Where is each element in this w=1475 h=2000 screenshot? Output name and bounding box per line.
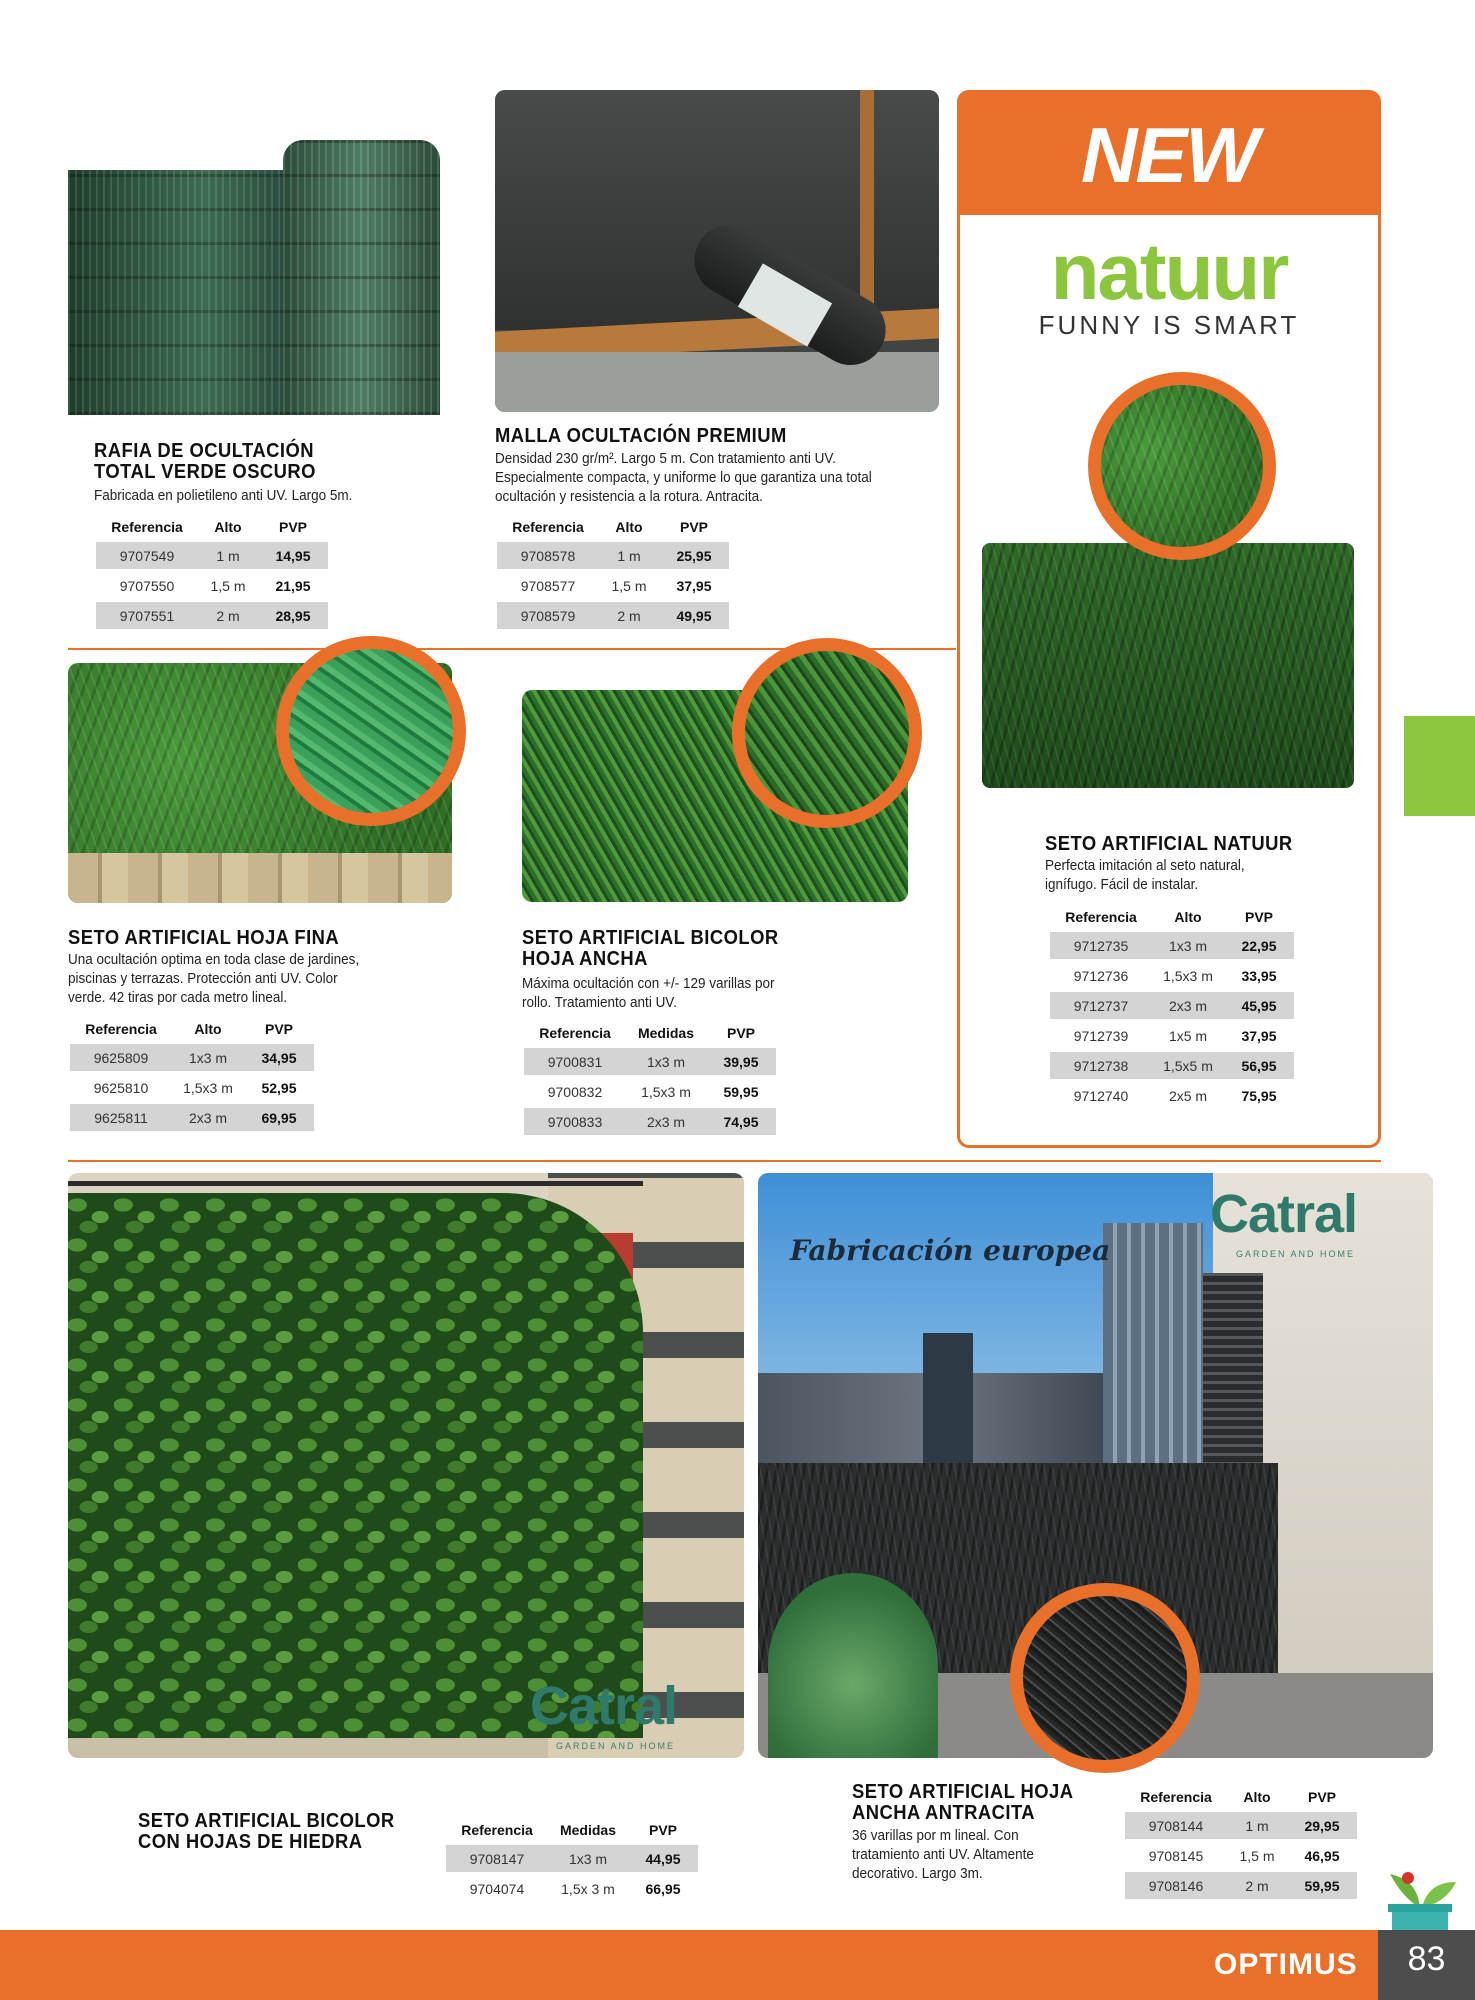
malla-desc: Densidad 230 gr/m². Largo 5 m. Con tratamiento anti UV. Especialmente compacta, y uniforme lo que garantiza una total ocultación y resistencia a la rotura. Antracita.	[495, 450, 872, 505]
table-row: 9700832 1,5x3 m 59,95	[547, 1083, 759, 1100]
col-referencia: Referencia	[111, 519, 183, 535]
divider-middle	[68, 1160, 1381, 1162]
table-row: 9700833 2x3 m 74,95	[524, 1108, 776, 1135]
col-referencia: Referencia	[1140, 1789, 1212, 1805]
rafia-desc: Fabricada en polietileno anti UV. Largo 5m.	[94, 487, 353, 504]
natuur-tagline: FUNNY IS SMART	[1038, 310, 1300, 340]
col-pvp: PVP	[679, 519, 708, 535]
col-referencia: Referencia	[539, 1025, 611, 1041]
bicolor-price-table	[524, 1018, 776, 1138]
table-row: 9712736 1,5x3 m 33,95	[1073, 967, 1277, 984]
rafia-title: RAFIA DE OCULTACIÓN TOTAL VERDE OSCURO	[94, 440, 316, 483]
hiedra-photo	[68, 1173, 744, 1758]
table-row: 9712738 1,5x5 m 56,95	[1050, 1052, 1294, 1079]
antracita-closeup-circle	[1010, 1583, 1200, 1773]
natuur-desc: Perfecta imitación al seto natural, ignífugo. Fácil de instalar.	[1045, 857, 1245, 893]
table-row: 9708146 2 m 59,95	[1125, 1872, 1357, 1899]
malla-title: MALLA OCULTACIÓN PREMIUM	[495, 425, 787, 447]
hojafina-title: SETO ARTIFICIAL HOJA FINA	[68, 927, 340, 949]
table-row: 9707550 1,5 m 21,95	[119, 577, 311, 594]
table-row: 9712737 2x3 m 45,95	[1050, 992, 1294, 1019]
col-pvp: PVP	[726, 1025, 755, 1041]
bicolor-title: SETO ARTIFICIAL BICOLOR HOJA ANCHA	[522, 927, 779, 970]
table-row: 9708147 1x3 m 44,95	[446, 1845, 698, 1872]
page-number: 83	[1407, 1940, 1446, 1978]
antracita-price-table	[1125, 1782, 1357, 1902]
hiedra-catral-sub: GARDEN AND HOME	[556, 1741, 676, 1751]
table-row: 9704074 1,5x 3 m 66,95	[469, 1880, 681, 1897]
antracita-banner: Fabricación europea	[790, 1234, 1111, 1267]
hojafina-desc: Una ocultación optima en toda clase de jardines, piscinas y terrazas. Protección anti UV. Color verde. 42 tiras por cada metro lineal.	[68, 951, 360, 1006]
antracita-catral-sub: GARDEN AND HOME	[1236, 1249, 1356, 1259]
table-row: 9712735 1x3 m 22,95	[1050, 932, 1294, 959]
antracita-catral-logo: Catral	[1210, 1184, 1358, 1244]
natuur-closeup-circle	[1088, 372, 1276, 560]
footer-brand: OPTIMUS	[1214, 1948, 1358, 1981]
table-row: 9625810 1,5x3 m 52,95	[93, 1079, 297, 1096]
antracita-title: SETO ARTIFICIAL HOJA ANCHA ANTRACITA	[852, 1781, 1073, 1824]
hiedra-catral-logo: Catral	[530, 1676, 678, 1736]
hojafina-price-table	[70, 1014, 314, 1134]
hiedra-title: SETO ARTIFICIAL BICOLOR CON HOJAS DE HIEDRA	[138, 1810, 395, 1853]
table-row: 9708578 1 m 25,95	[497, 542, 729, 569]
col-pvp: PVP	[264, 1021, 293, 1037]
col-alto: Alto	[214, 519, 242, 535]
table-row: 9625811 2x3 m 69,95	[70, 1104, 314, 1131]
col-alto: Alto	[194, 1021, 222, 1037]
col-medidas: Medidas	[559, 1822, 616, 1838]
hojafina-closeup-circle	[276, 636, 466, 826]
bicolor-desc: Máxima ocultación con +/- 129 varillas por rollo. Tratamiento anti UV.	[522, 975, 775, 1011]
natuur-photo	[982, 543, 1354, 788]
col-alto: Alto	[1174, 909, 1202, 925]
table-row: 9708577 1,5 m 37,95	[520, 577, 712, 594]
rafia-photo	[68, 140, 440, 415]
col-referencia: Referencia	[461, 1822, 533, 1838]
table-row: 9712740 2x5 m 75,95	[1073, 1087, 1277, 1104]
col-pvp: PVP	[1307, 1789, 1336, 1805]
col-pvp: PVP	[278, 519, 307, 535]
antracita-desc: 36 varillas por m lineal. Con tratamiento anti UV. Altamente decorativo. Largo 3m.	[852, 1827, 1034, 1882]
table-row: 9625809 1x3 m 34,95	[70, 1044, 314, 1071]
col-referencia: Referencia	[85, 1021, 157, 1037]
table-row: 9708145 1,5 m 46,95	[1148, 1847, 1340, 1864]
col-alto: Alto	[1243, 1789, 1271, 1805]
table-row: 9700831 1x3 m 39,95	[524, 1048, 776, 1075]
natuur-price-table	[1050, 902, 1294, 1112]
table-row: 9708144 1 m 29,95	[1125, 1812, 1357, 1839]
col-referencia: Referencia	[1065, 909, 1137, 925]
table-row: 9707551 2 m 28,95	[96, 602, 328, 629]
table-row: 9712739 1x5 m 37,95	[1073, 1027, 1277, 1044]
col-pvp: PVP	[1244, 909, 1273, 925]
col-medidas: Medidas	[637, 1025, 694, 1041]
natuur-title: SETO ARTIFICIAL NATUUR	[1045, 833, 1293, 855]
col-referencia: Referencia	[512, 519, 584, 535]
malla-photo	[495, 90, 939, 412]
col-pvp: PVP	[648, 1822, 677, 1838]
hiedra-price-table	[446, 1815, 698, 1905]
col-alto: Alto	[615, 519, 643, 535]
section-tab	[1404, 716, 1475, 816]
table-row: 9708579 2 m 49,95	[497, 602, 729, 629]
new-badge: NEW	[1081, 111, 1257, 199]
rafia-price-table	[96, 512, 328, 632]
natuur-logo: natuur	[1050, 227, 1288, 316]
malla-price-table	[497, 512, 729, 632]
table-row: 9707549 1 m 14,95	[96, 542, 328, 569]
bicolor-closeup-circle	[732, 638, 922, 828]
